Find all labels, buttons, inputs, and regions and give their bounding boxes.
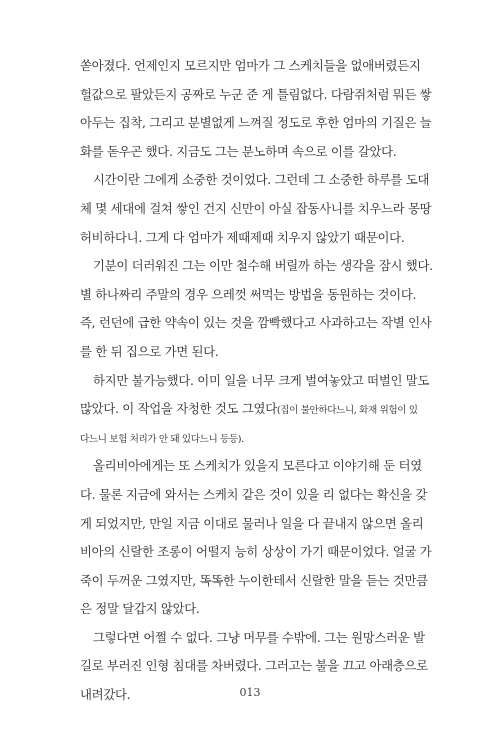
text-line-note <box>80 424 440 453</box>
text-line-with-note <box>80 395 440 424</box>
paragraph-5 <box>80 452 440 624</box>
text-line: 헐값으로 팔았든지 공짜로 누군 준 게 틀림없다. 다람쥐처럼 뭐든 쌓 <box>80 86 432 102</box>
text-run: 많았다. 이 작업을 자청한 것도 그였다 <box>80 401 277 417</box>
paragraph-3 <box>80 252 440 366</box>
text-line: 다. 물론 지금에 와서는 스케치 같은 것이 있을 리 없다는 확신을 갖 <box>80 486 428 502</box>
paragraph-2 <box>80 166 440 252</box>
text-line: 게 되었지만, 만일 지금 이대로 물러나 일을 다 끝내지 않으면 올리 <box>80 515 424 531</box>
parenthetical-note-continued: 다느니 보험 처리가 안 돼 있다느니 등등). <box>80 433 244 445</box>
text-line: 내려갔다. <box>80 687 131 703</box>
text-line: 별 하나짜리 주말의 경우 으레껏 써먹는 방법을 동원하는 것이다. <box>80 286 417 302</box>
text-line: 시간이란 그에게 소중한 것이었다. 그런데 그 소중한 하루를 도대 <box>93 172 430 188</box>
text-line: 즉, 런던에 급한 약속이 있는 것을 깜빡했다고 사과하고는 작별 인사 <box>80 315 432 331</box>
text-line: 하지만 불가능했다. 이미 일을 너무 크게 벌여놓았고 떠벌인 말도 <box>93 372 430 388</box>
text-line: 쏟아졌다. 언제인지 모르지만 엄마가 그 스케치들을 없애버렸든지 <box>80 58 421 73</box>
text-line: 죽이 두꺼운 그였지만, 똑똑한 누이한테서 신랄한 말을 듣는 것만큼 <box>80 572 428 588</box>
paragraph-4 <box>80 367 440 453</box>
text-line: 를 한 뒤 집으로 가면 된다. <box>80 343 219 359</box>
text-line: 체 몇 세대에 걸쳐 쌓인 건지 신만이 아실 잡동사니를 치우느라 몽땅 <box>80 200 432 216</box>
text-line: 기분이 더러워진 그는 이만 철수해 버릴까 하는 생각을 잠시 했다. <box>93 258 433 274</box>
paragraph-1 <box>80 52 440 166</box>
text-line: 길로 부러진 인형 침대를 차버렸다. 그러고는 불을 끄고 아래층으로 <box>80 658 428 674</box>
text-line: 화를 돋우곤 했다. 지금도 그는 분노하며 속으로 이를 갈았다. <box>80 143 397 159</box>
text-line: 비아의 신랄한 조롱이 어떨지 능히 상상이 가기 때문이었다. 얼굴 가 <box>80 544 432 560</box>
text-line: 그렇다면 어쩔 수 없다. 그냥 머무를 수밖에. 그는 원망스러운 발 <box>93 629 425 645</box>
text-line: 은 정말 달갑지 않았다. <box>80 601 200 617</box>
text-line: 아두는 집착, 그리고 분별없게 느껴질 정도로 후한 엄마의 기질은 늘 <box>80 115 432 131</box>
body-text <box>80 52 440 710</box>
text-line: 허비하다니. 그게 다 엄마가 제때제때 치우지 않았기 때문이다. <box>80 229 405 245</box>
page-number: 013 <box>239 686 261 699</box>
text-line: 올리비아에게는 또 스케치가 있을지 모른다고 이야기해 둔 터였 <box>93 458 422 474</box>
parenthetical-note: (집이 불안하다느니, 화재 위험이 있 <box>276 405 418 417</box>
